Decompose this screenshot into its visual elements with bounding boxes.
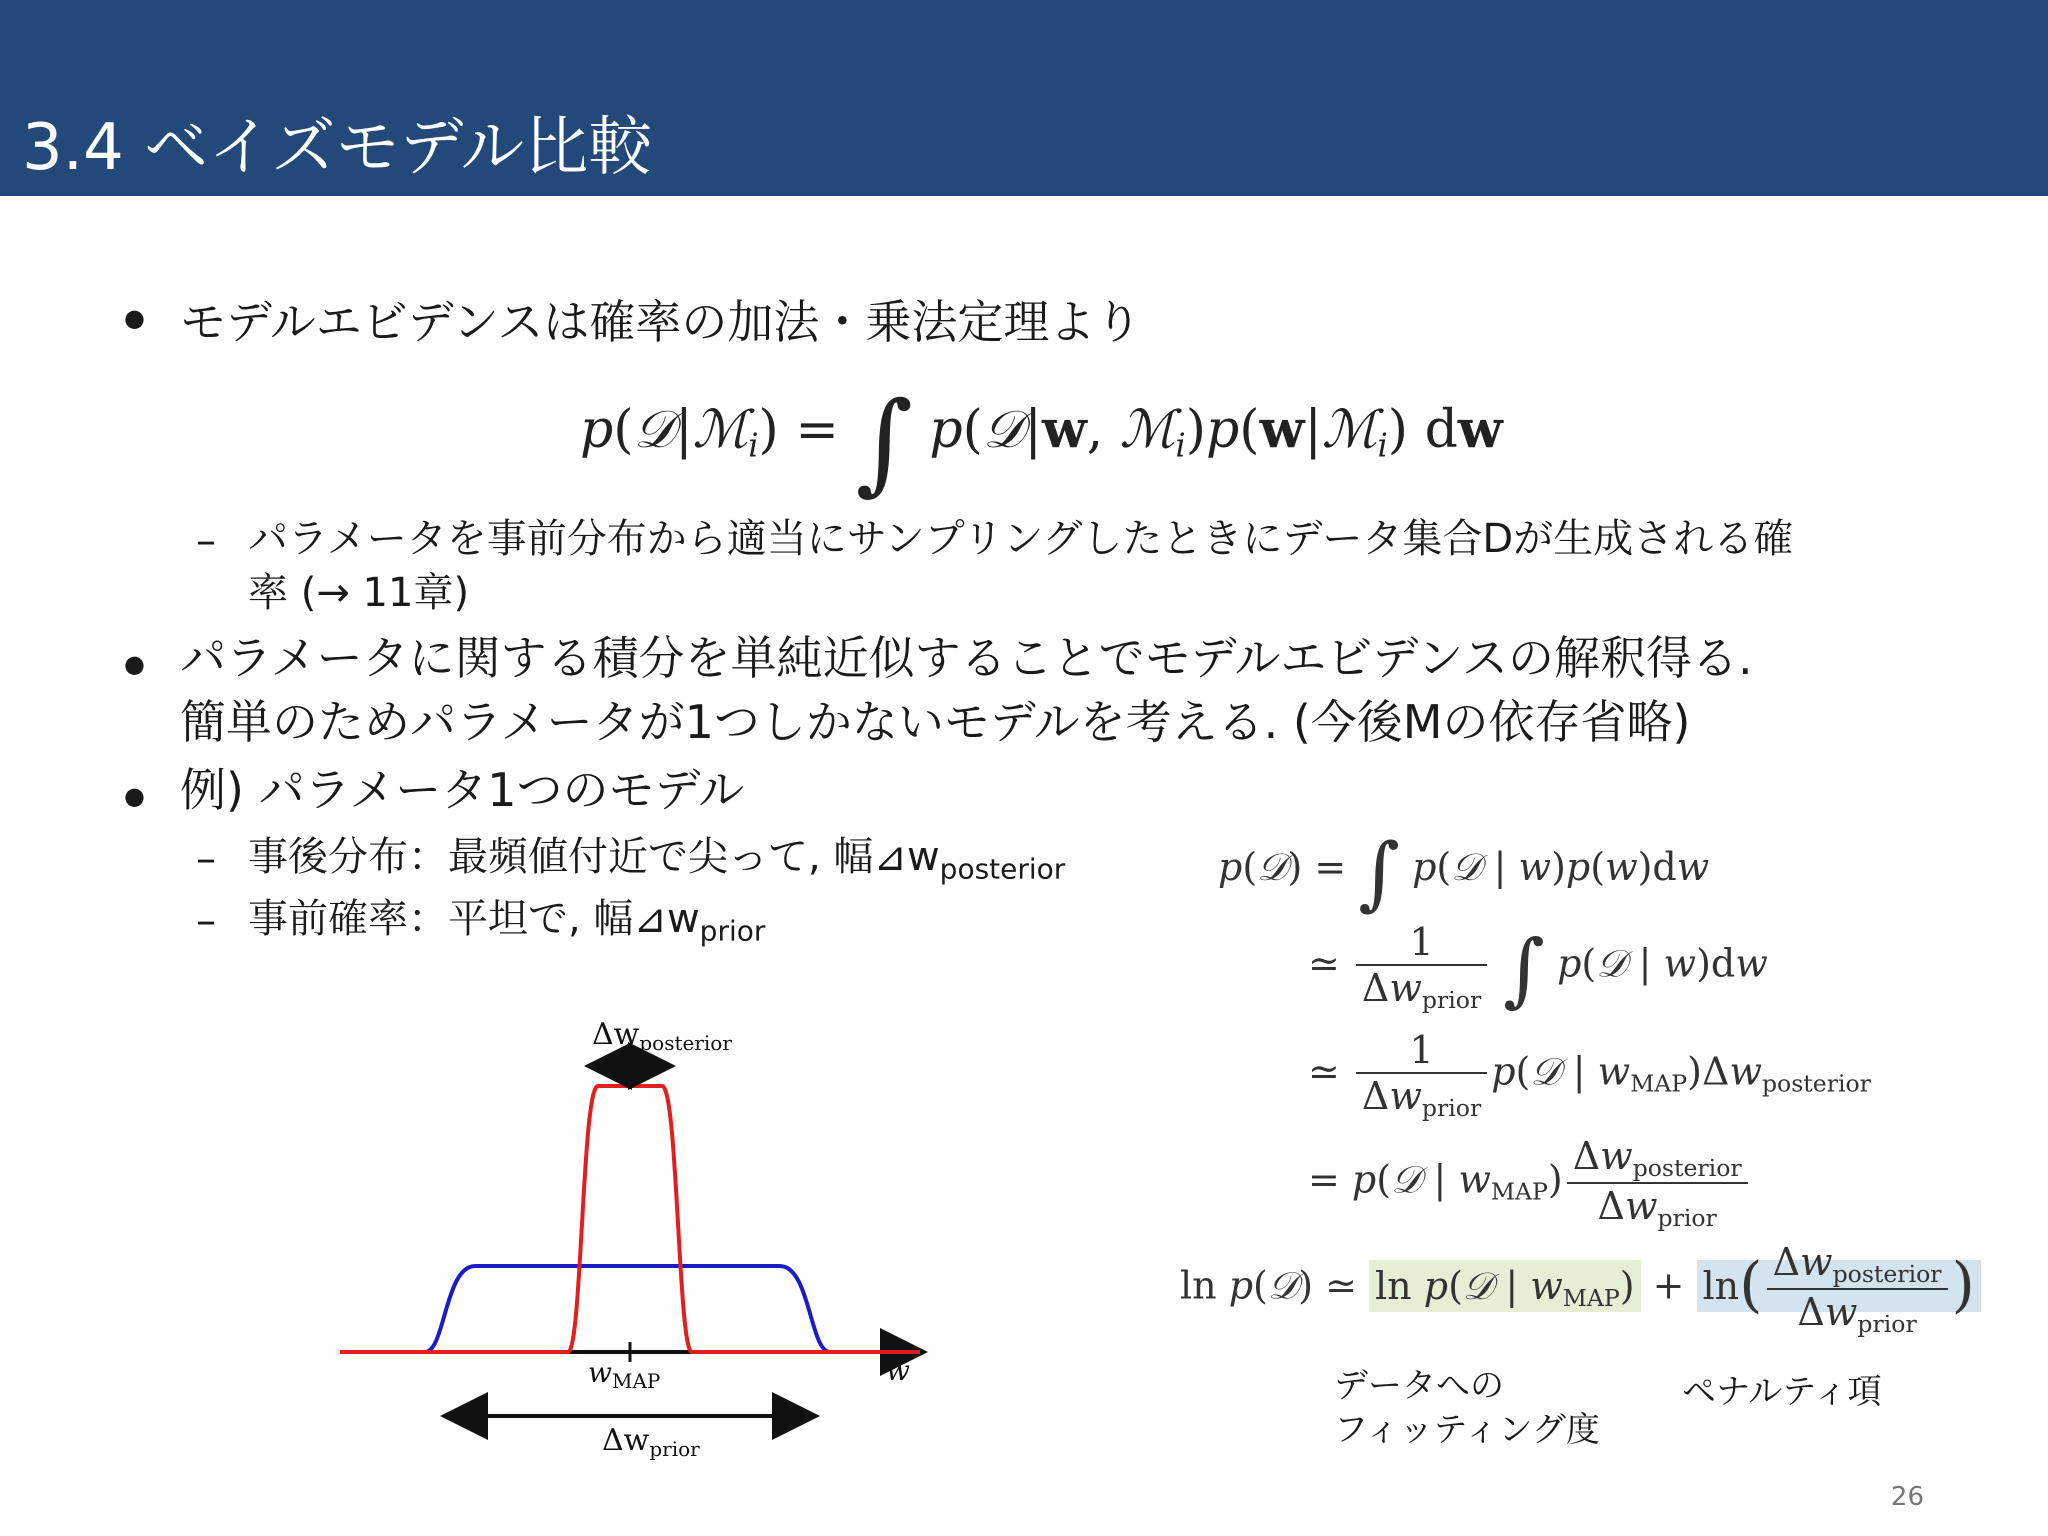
bullet-dot: ●	[124, 304, 145, 332]
posterior-curve	[340, 1086, 920, 1352]
penalty-caption: ペナルティ項	[1682, 1372, 1882, 1412]
wmap-label: $w_{MAP}$	[588, 1356, 661, 1393]
dash-marker: –	[196, 518, 216, 564]
bullet-dot: ●	[124, 782, 145, 810]
fit-caption-line2: フィッティング度	[1334, 1410, 1600, 1450]
fit-caption-line1: データへの	[1334, 1366, 1504, 1406]
evidence-note-line2: 率 (→ 11章)	[248, 570, 470, 616]
derivation-line2: ≃ $\frac{1}{\Delta w_{prior}}$ ∫ p(𝒟 | w)dw	[1308, 920, 1768, 1016]
evidence-note-line1: パラメータを事前分布から適当にサンプリングしたときにデータ集合Dが生成される確	[248, 516, 1794, 562]
dash-marker: –	[196, 898, 216, 944]
title-bar	[0, 0, 2048, 196]
dash-marker: –	[196, 836, 216, 882]
bullet-example: 例) パラメータ1つのモデル	[180, 763, 745, 817]
w-axis-label: w	[886, 1354, 910, 1387]
prior-curve	[340, 1266, 920, 1352]
derivation-line3: ≃ $\frac{1}{\Delta w_{prior}}$ p(𝒟 | $w_{MAP})\Delta w_{posterior}$	[1308, 1028, 1871, 1123]
derivation-line1: p(𝒟) = ∫ p(𝒟 | w)p(w)dw	[1218, 826, 1710, 919]
derivation-line4: = p(𝒟 | $w_{MAP}$) $\frac{\Delta w_{posterior}}{\Delta w_{prior}}$	[1308, 1134, 1752, 1232]
evidence-equation: p(𝒟|ℳ$_i$) = ∫ p(𝒟|w, ℳ$_i$)p(w|ℳ$_i$) dw	[580, 378, 1503, 506]
posterior-width-label: $\Delta w_{posterior}$	[592, 1017, 732, 1055]
page-number: 26	[1890, 1482, 1924, 1512]
derivation-line5: ln p(𝒟) ≃ ln p(𝒟 | $w_{MAP}) + \ln$( $\frac{\Delta w_{posterior}}{\Delta w_{prior}}$ )	[1180, 1240, 1981, 1338]
bullet-approx-line2: 簡単のためパラメータが1つしかないモデルを考える. (今後Mの依存省略)	[180, 695, 1691, 749]
prior-width-label: $\Delta w_{prior}$	[602, 1423, 700, 1461]
bullet-dot: ●	[124, 650, 145, 678]
posterior-desc: 事後分布：最頻値付近で尖って, 幅$⊿w_{posterior}$	[248, 834, 1066, 886]
prior-desc: 事前確率：平坦で, 幅$⊿w_{prior}$	[248, 896, 766, 948]
penalty-term-highlight: ln( $\frac{\Delta w_{posterior}}{\Delta w_{prior}}$ )	[1697, 1260, 1981, 1312]
slide-title: 3.4 ベイズモデル比較	[22, 111, 653, 185]
fit-term-highlight: ln p(𝒟 | $w_{MAP}$)	[1369, 1260, 1641, 1312]
bullet-evidence: モデルエビデンスは確率の加法・乗法定理より	[180, 295, 1142, 349]
bullet-approx-line1: パラメータに関する積分を単純近似することでモデルエビデンスの解釈得る.	[180, 631, 1753, 685]
posterior-prior-figure	[330, 1010, 950, 1470]
